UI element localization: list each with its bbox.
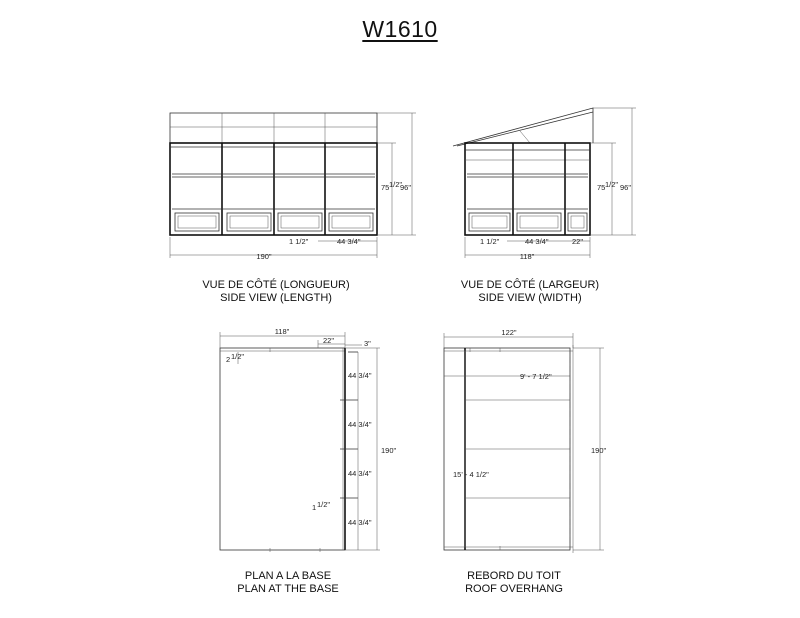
side-length-total-height: 96" [400,183,412,192]
caption-plan-base [178,570,398,596]
caption-fr: VUE DE CÔTÉ (LARGEUR) [460,279,600,291]
caption-side-view-width [420,279,640,305]
side-width-bay-dim: 44 3/4" [525,237,549,246]
roof-width-dim: 122" [501,328,517,337]
plan-bay-1: 44 3/4" [348,371,372,380]
caption-fr: VUE DE CÔTÉ (LONGUEUR) [202,279,350,291]
plan-length-dim: 190" [381,446,397,455]
caption-roof-overhang [404,570,624,596]
roof-overhang-drawing [444,333,604,553]
caption-fr: REBORD DU TOIT [467,570,561,582]
caption-fr: PLAN A LA BASE [244,570,332,582]
caption-side-view-length [166,279,386,305]
side-width-width-dim: 118" [519,252,535,261]
caption-en: PLAN AT THE BASE [237,583,339,595]
side-width-post-dim: 1 1/2" [480,237,500,246]
roof-length-dim: 190" [591,446,607,455]
plan-offset-whole: 2 [226,355,231,364]
roof-inner-length-dim: 15' - 4 1/2" [453,470,489,479]
side-length-panel-frac: 1/2" [389,180,403,189]
caption-en: SIDE VIEW (LENGTH) [220,292,332,304]
plan-width-dim: 118" [274,327,290,336]
plan-bay-2: 44 3/4" [348,420,372,429]
plan-offset2-whole: 1 [312,503,317,512]
plan-door-dim: 22" [323,336,335,345]
side-length-post-dim: 1 1/2" [289,237,309,246]
caption-en: ROOF OVERHANG [465,583,563,595]
side-length-width-dim: 190" [256,252,272,261]
caption-en: SIDE VIEW (WIDTH) [478,292,582,304]
plan-bay-3: 44 3/4" [348,469,372,478]
side-width-panel-frac: 1/2" [605,180,619,189]
side-length-panel-height: 75 [381,183,390,192]
plan-offset-frac: 1/2" [231,352,245,361]
plan-offset2-frac: 1/2" [317,500,331,509]
side-width-panel-height: 75 [597,183,606,192]
side-width-total-height: 96" [620,183,632,192]
plan-post-dim: 3" [364,339,371,348]
plan-bay-4: 44 3/4" [348,518,372,527]
roof-inner-width-dim: 9' - 7 1/2" [520,372,552,381]
drawing-title: W1610 [362,16,438,42]
side-width-door-dim: 22" [572,237,584,246]
side-length-bay-dim: 44 3/4" [337,237,361,246]
